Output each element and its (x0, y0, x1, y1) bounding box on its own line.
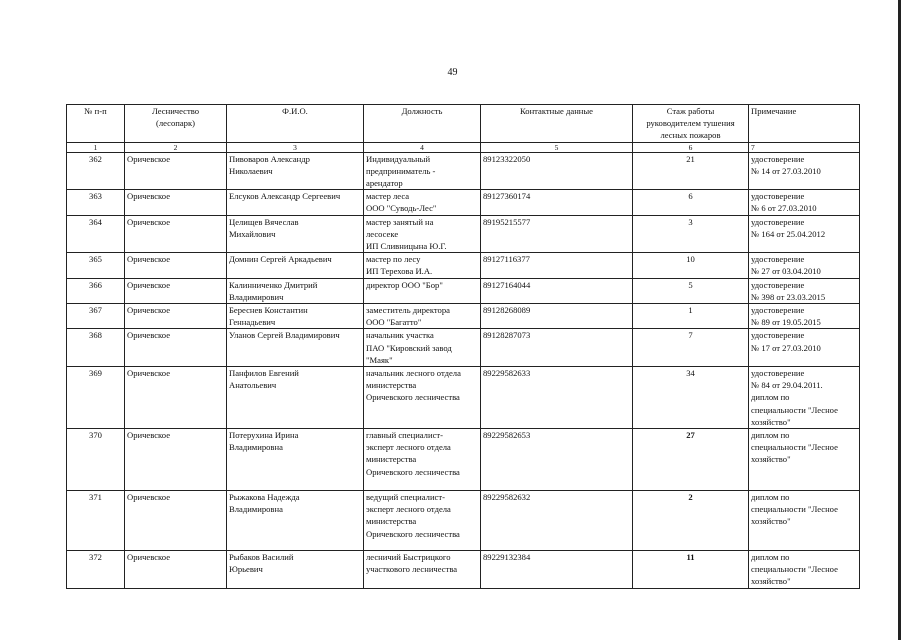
note-cell: удостоверение № 27 от 03.04.2010 (749, 253, 860, 278)
column-number: 4 (364, 142, 481, 152)
contact-cell: 89123322050 (481, 152, 633, 190)
contact-cell: 89229582633 (481, 367, 633, 429)
forestry-cell: Оричевское (125, 551, 227, 589)
column-number: 6 (633, 142, 749, 152)
table-row (67, 551, 860, 589)
experience-cell: 3 (633, 215, 749, 253)
row-number: 363 (67, 190, 125, 215)
full-name-cell: Пивоваров Александр Николаевич (227, 152, 364, 190)
contact-cell: 89195215577 (481, 215, 633, 253)
position-cell: заместитель директора ООО "Багатто" (364, 304, 481, 329)
experience-cell: 5 (633, 278, 749, 303)
position-cell: мастер по лесу ИП Терехова И.А. (364, 253, 481, 278)
table-row (67, 429, 860, 491)
note-cell: удостоверение № 84 от 29.04.2011. диплом по специальности "Лесное хозяйство" (749, 367, 860, 429)
note-cell: удостоверение № 89 от 19.05.2015 (749, 304, 860, 329)
experience-cell: 21 (633, 152, 749, 190)
full-name-cell: Уланов Сергей Владимирович (227, 329, 364, 367)
column-number-row (67, 142, 860, 152)
position-cell: Индивидуальный предприниматель - арендатор (364, 152, 481, 190)
note-cell: удостоверение № 17 от 27.03.2010 (749, 329, 860, 367)
position-cell: мастер занятый на лесосеке ИП Сливницына Ю.Г. (364, 215, 481, 253)
forestry-cell: Оричевское (125, 190, 227, 215)
contact-cell: 89127164044 (481, 278, 633, 303)
column-number: 5 (481, 142, 633, 152)
contact-cell: 89128287073 (481, 329, 633, 367)
note-cell: удостоверение № 14 от 27.03.2010 (749, 152, 860, 190)
row-number: 368 (67, 329, 125, 367)
table-row (67, 278, 860, 303)
note-cell: диплом по специальности "Лесное хозяйство" (749, 551, 860, 589)
forestry-cell: Оричевское (125, 429, 227, 491)
row-number: 369 (67, 367, 125, 429)
forestry-cell: Оричевское (125, 215, 227, 253)
forestry-cell: Оричевское (125, 491, 227, 551)
note-cell: удостоверение № 164 от 25.04.2012 (749, 215, 860, 253)
header-forestry: Лесничество (лесопарк) (125, 105, 227, 143)
experience-cell: 1 (633, 304, 749, 329)
row-number: 365 (67, 253, 125, 278)
forestry-cell: Оричевское (125, 253, 227, 278)
full-name-cell: Рыбаков Василий Юрьевич (227, 551, 364, 589)
header-contact: Контактные данные (481, 105, 633, 143)
header-full-name: Ф.И.О. (227, 105, 364, 143)
contact-cell: 89127360174 (481, 190, 633, 215)
contact-cell: 89229582632 (481, 491, 633, 551)
header-row (67, 105, 860, 143)
contact-cell: 89229132384 (481, 551, 633, 589)
row-number: 371 (67, 491, 125, 551)
forestry-cell: Оричевское (125, 367, 227, 429)
full-name-cell: Целищев Вячеслав Михайлович (227, 215, 364, 253)
table-row (67, 152, 860, 190)
table-row (67, 215, 860, 253)
experience-cell: 27 (633, 429, 749, 491)
header-note: Примечание (749, 105, 860, 143)
page-number: 49 (447, 67, 458, 78)
forestry-cell: Оричевское (125, 152, 227, 190)
page-edge-line (898, 0, 901, 640)
header-index: № п-п (67, 105, 125, 143)
forestry-cell: Оричевское (125, 278, 227, 303)
header-position: Должность (364, 105, 481, 143)
full-name-cell: Елсуков Александр Сергеевич (227, 190, 364, 215)
full-name-cell: Калинниченко Дмитрий Владимирович (227, 278, 364, 303)
note-cell: удостоверение № 398 от 23.03.2015 (749, 278, 860, 303)
table-row (67, 329, 860, 367)
experience-cell: 11 (633, 551, 749, 589)
table-row (67, 304, 860, 329)
column-number: 3 (227, 142, 364, 152)
position-cell: лесничий Быстрицкого участкового лесничества (364, 551, 481, 589)
column-number: 2 (125, 142, 227, 152)
column-number: 7 (749, 142, 860, 152)
table-row (67, 190, 860, 215)
forestry-cell: Оричевское (125, 304, 227, 329)
contact-cell: 89128268089 (481, 304, 633, 329)
full-name-cell: Панфилов Евгений Анатольевич (227, 367, 364, 429)
full-name-cell: Потерухина Ирина Владимировна (227, 429, 364, 491)
contact-cell: 89229582653 (481, 429, 633, 491)
position-cell: главный специалист- эксперт лесного отдела министерства Оричевского лесничества (364, 429, 481, 491)
position-cell: начальник участка ПАО "Кировский завод "Маяк" (364, 329, 481, 367)
personnel-table (66, 104, 860, 589)
note-cell: диплом по специальности "Лесное хозяйство" (749, 491, 860, 551)
position-cell: начальник лесного отдела министерства Оричевского лесничества (364, 367, 481, 429)
position-cell: мастер леса ООО "Суводь-Лес" (364, 190, 481, 215)
experience-cell: 10 (633, 253, 749, 278)
full-name-cell: Береснев Константин Геннадьевич (227, 304, 364, 329)
column-number: 1 (67, 142, 125, 152)
header-experience: Стаж работы руководителем тушения лесных пожаров (633, 105, 749, 143)
table-row (67, 491, 860, 551)
contact-cell: 89127116377 (481, 253, 633, 278)
full-name-cell: Домнин Сергей Аркадьевич (227, 253, 364, 278)
position-cell: директор ООО "Бор" (364, 278, 481, 303)
table-row (67, 253, 860, 278)
experience-cell: 34 (633, 367, 749, 429)
row-number: 370 (67, 429, 125, 491)
position-cell: ведущий специалист- эксперт лесного отдела министерства Оричевского лесничества (364, 491, 481, 551)
experience-cell: 6 (633, 190, 749, 215)
full-name-cell: Рыжакова Надежда Владимировна (227, 491, 364, 551)
row-number: 364 (67, 215, 125, 253)
note-cell: удостоверение № 6 от 27.03.2010 (749, 190, 860, 215)
experience-cell: 7 (633, 329, 749, 367)
row-number: 362 (67, 152, 125, 190)
table-row (67, 367, 860, 429)
forestry-cell: Оричевское (125, 329, 227, 367)
experience-cell: 2 (633, 491, 749, 551)
row-number: 367 (67, 304, 125, 329)
row-number: 366 (67, 278, 125, 303)
note-cell: диплом по специальности "Лесное хозяйство" (749, 429, 860, 491)
row-number: 372 (67, 551, 125, 589)
